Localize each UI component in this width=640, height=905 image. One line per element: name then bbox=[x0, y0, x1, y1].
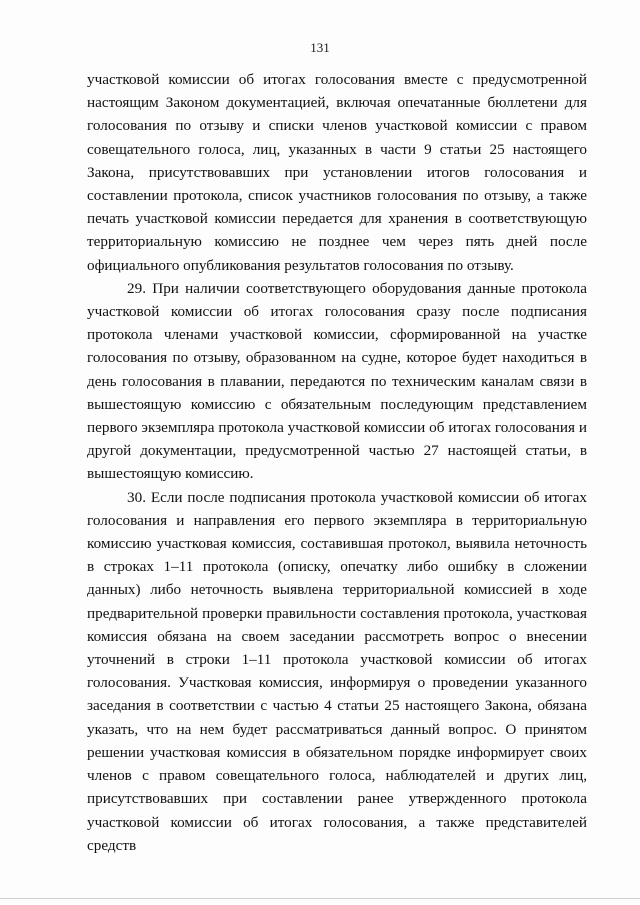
scan-edge-line bbox=[0, 898, 640, 899]
paragraph-clause-29: 29. При наличии соответствующего оборудования данные протокола участковой комиссии об итогах голосования сразу после подписания протокола членами участковой комиссии, сформированной на участке голосования по отзыву, образованном на судне, которое будет находиться в день голосования в плавании, передаются по техническим каналам связи в вышестоящую комиссию с обязательным последующим представлением первого экземпляра протокола участковой комиссии об итогах голосования и другой документации, предусмотренной частью 27 настоящей статьи, в вышестоящую комиссию. bbox=[87, 279, 587, 483]
page-number: 131 bbox=[310, 40, 330, 55]
paragraph-continuation: участковой комиссии об итогах голосования вместе с предусмотренной настоящим Законом документацией, включая опечатанные бюллетени для голосования по отзыву и списки членов участковой комиссии с правом совещательного голоса, лиц, указанных в части 9 статьи 25 настоящего Закона, присутствовавших при установлении итогов голосования и составлении протокола, список участников голосования по отзыву, а также печать участковой комиссии передается для хранения в соответствующую территориальную комиссию не позднее чем через пять дней после официального опубликования результатов голосования по отзыву. bbox=[87, 71, 587, 274]
paragraph-clause-30: 30. Если после подписания протокола участковой комиссии об итогах голосования и направления его первого экземпляра в территориальную комиссию участковая комиссия, составившая протокол, выявила неточность в строках 1–11 протокола (описку, опечатку либо ошибку в сложении данных) либо неточность выявлена территориальной комиссией в ходе предварительной проверки правильности составления протокола, участковая комиссия обязана на своем заседании рассмотреть вопрос о внесении уточнений в строки 1–11 протокола участковой комиссии об итогах голосования. Участковая комиссия, информируя о проведении указанного заседания в соответствии с частью 4 статьи 25 настоящего Закона, обязана указать, что на нем будет рассматриваться данный вопрос. О принятом решении участковая комиссия в обязательном порядке информирует своих членов с правом совещательного голоса, наблюдателей и других лиц, присутствовавших при составлении ранее утвержденного протокола участковой комиссии об итогах голосования, а также представителей средств bbox=[87, 488, 587, 854]
document-body bbox=[87, 68, 587, 857]
